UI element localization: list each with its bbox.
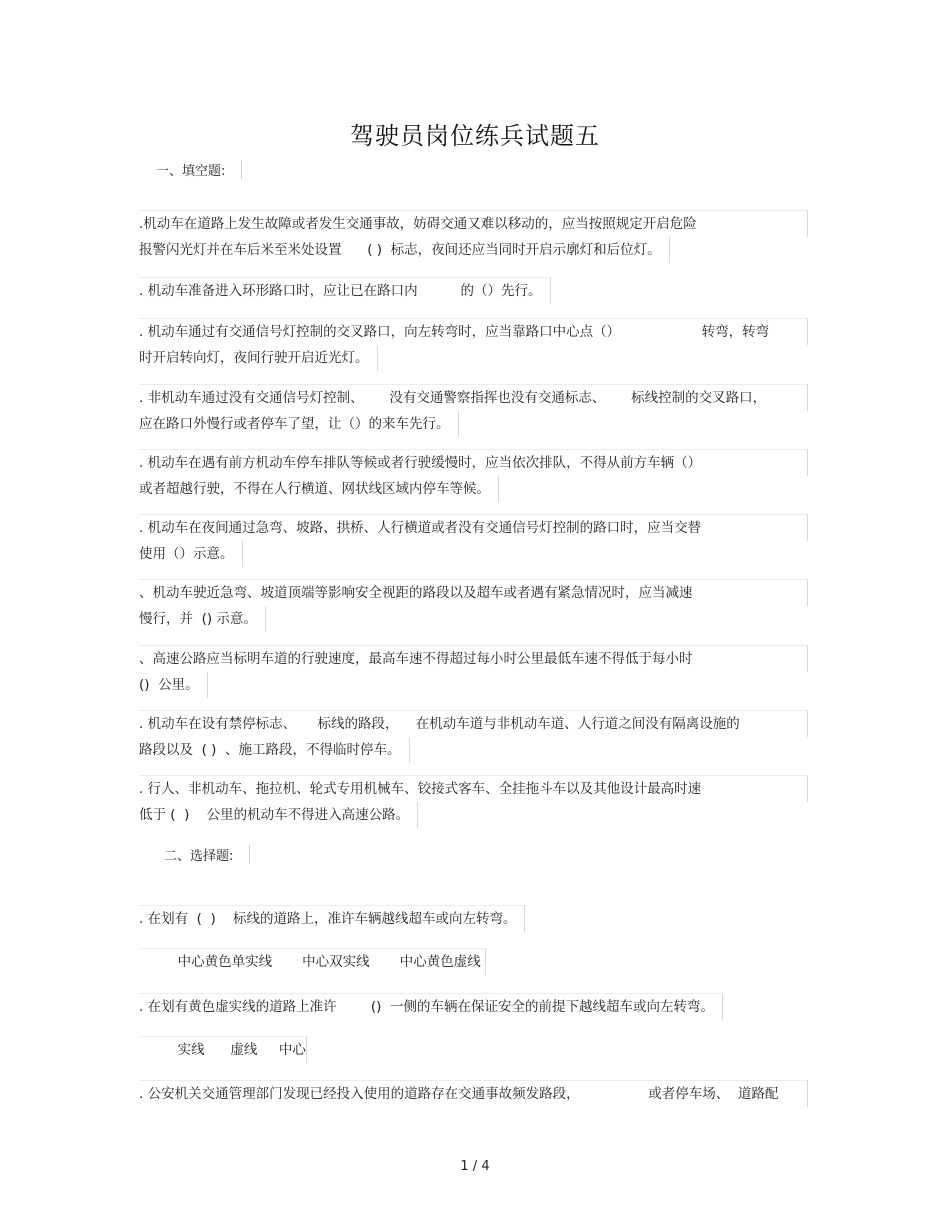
choice-question — [139, 905, 525, 932]
question-line: 报警闪光灯并在车后米至米处设置 ( ) 标志，夜间还应当同时开启示廓灯和后位灯。 — [139, 237, 670, 263]
section-heading-text: 一、填空题: — [156, 160, 242, 179]
question-item — [139, 210, 808, 263]
question-item — [139, 318, 808, 371]
question-line: . 机动车在遇有前方机动车停车排队等候或者行驶缓慢时，应当依次排队，不得从前方车辆（） — [139, 449, 808, 476]
section-heading-multiple-choice — [164, 845, 250, 864]
question-line: 时开启转向灯，夜间行驶开启近光灯。 — [139, 345, 378, 371]
choice-question — [139, 1080, 808, 1107]
question-line: 、高速公路应当标明车道的行驶速度，最高车速不得超过每小时公里最低车速不得低于每小时 — [139, 645, 808, 672]
question-item — [139, 449, 808, 502]
question-line: . 公安机关交通管理部门发现已经投入使用的道路存在交通事故频发路段， 或者停车场、 道路配 — [139, 1080, 808, 1107]
section-heading-fill-blank — [156, 160, 242, 179]
page-number: 1 / 4 — [460, 1159, 490, 1174]
question-item — [139, 710, 808, 763]
section-heading-text: 二、选择题: — [164, 845, 250, 864]
question-line: () 公里。 — [139, 672, 208, 698]
question-line: 使用（）示意。 — [139, 541, 243, 567]
question-item — [139, 579, 808, 632]
question-line: 、机动车驶近急弯、坡道顶端等影响安全视距的路段以及超车或者遇有紧急情况时，应当减速 — [139, 579, 808, 606]
choice-question — [139, 993, 723, 1020]
question-line: . 机动车在夜间通过急弯、坡路、拱桥、人行横道或者没有交通信号灯控制的路口时，应当交替 — [139, 514, 808, 541]
choice-options: 中心黄色单实线 中心双实线 中心黄色虚线 — [139, 948, 486, 975]
question-line: 路段以及 ( ) 、施工路段，不得临时停车。 — [139, 737, 410, 763]
question-item — [139, 277, 551, 304]
question-item — [139, 775, 808, 828]
question-line: . 在划有 ( ) 标线的道路上，准许车辆越线超车或向左转弯。 — [139, 905, 525, 932]
question-line: . 在划有黄色虚实线的道路上准许 () 一侧的车辆在保证安全的前提下越线超车或向左转弯。 — [139, 993, 723, 1020]
page-title: 驾驶员岗位练兵试题五 — [350, 122, 600, 150]
question-line: . 行人、非机动车、拖拉机、轮式专用机械车、铰接式客车、全挂拖斗车以及其他设计最高时速 — [139, 775, 808, 802]
question-line: 或者超越行驶，不得在人行横道、网状线区域内停车等候。 — [139, 476, 499, 502]
question-item — [139, 384, 808, 437]
question-line: 应在路口外慢行或者停车了望，让（）的来车先行。 — [139, 411, 459, 437]
question-line: . 机动车通过有交通信号灯控制的交叉路口，向左转弯时，应当靠路口中心点（） 转弯，转弯 — [139, 318, 808, 345]
question-line: 低于 ( ) 公里的机动车不得进入高速公路。 — [139, 802, 418, 828]
question-item — [139, 645, 808, 698]
question-line: . 机动车准备进入环形路口时，应让已在路口内 的（）先行。 — [139, 277, 551, 304]
question-line: 慢行，并 () 示意。 — [139, 606, 266, 632]
question-item — [139, 514, 808, 567]
question-line: . 非机动车通过没有交通信号灯控制、 没有交通警察指挥也没有交通标志、 标线控制的交叉路口， — [139, 384, 808, 411]
choice-options: 实线 虚线 中心 — [139, 1036, 307, 1063]
question-line: .机动车在道路上发生故障或者发生交通事故，妨碍交通又难以移动的，应当按照规定开启危险 — [139, 210, 808, 237]
question-line: . 机动车在设有禁停标志、 标线的路段， 在机动车道与非机动车道、人行道之间没有隔离设施的 — [139, 710, 808, 737]
